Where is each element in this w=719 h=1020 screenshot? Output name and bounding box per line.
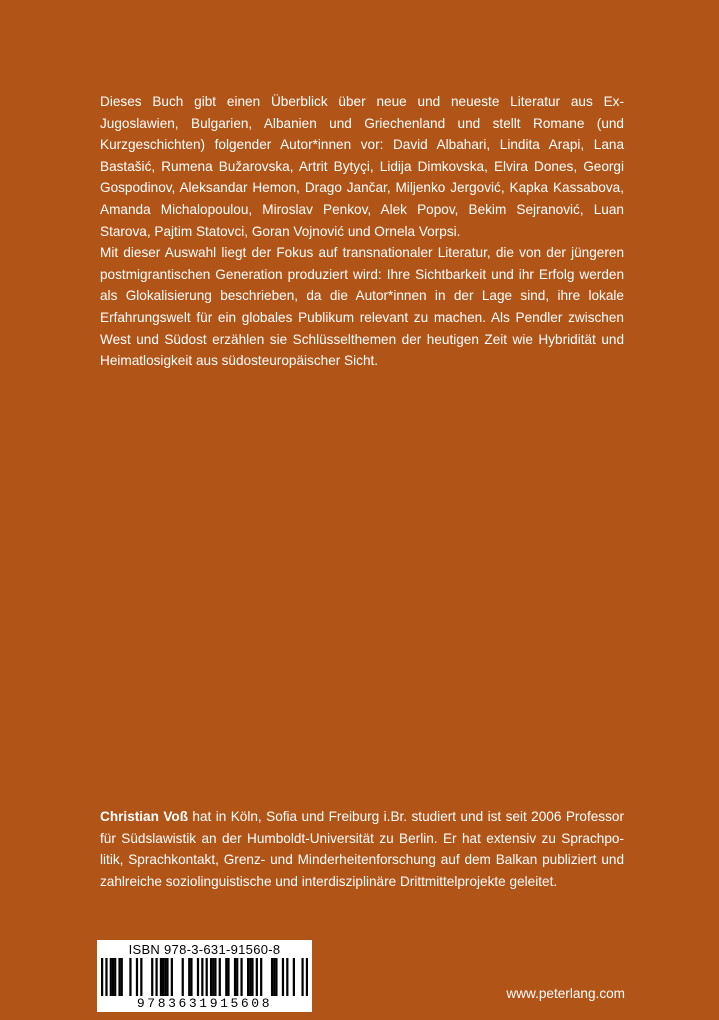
isbn-label: ISBN 978-3-631-91560-8 [128, 942, 281, 957]
blurb-text [100, 91, 624, 372]
barcode-bar [112, 958, 114, 998]
barcode-bar [234, 958, 236, 998]
barcode-bar [105, 958, 107, 998]
barcode-bar [301, 958, 303, 998]
barcode-bar [129, 958, 131, 998]
isbn-barcode [97, 940, 312, 1012]
barcode-bar [160, 958, 162, 998]
barcode-bar [110, 958, 112, 998]
publisher-url[interactable]: www.peterlang.com [506, 986, 625, 1001]
author-name: Christian Voß [100, 809, 188, 824]
barcode-bar [275, 958, 277, 998]
author-bio-paragraph [100, 806, 624, 892]
barcode-bar [162, 958, 164, 998]
barcode-bar [249, 958, 251, 998]
barcode-bar [201, 958, 203, 998]
barcode-bar [121, 958, 123, 998]
barcode-bar [140, 958, 142, 998]
barcode-bar [197, 958, 199, 998]
barcode-bar [286, 958, 288, 998]
blurb-paragraph-1: Dieses Buch gibt einen Überblick über neue und neueste Literatur aus Ex-Jugoslawien, Bulgarien, Albanien und Griechenland und stellt Romane (und Kurzgeschichten) folgender Autor*innen vor: David Albahari, Lindita Arapi, Lana Bastašić, Rumena Bužarovska, Artrit Bytyçi, Lidija Dimkovska, Elvira Dones, Georgi Gospodinov, Aleksandar Hemon, Drago Jančar, Miljenko Jergović, Kapka Kassabova, Amanda Michalopoulou, Miroslav Penkov, Alek Popov, Bekim Sejranović, Luan Starova, Pajtim Statovci, Goran Vojnović und Ornela Vorpsi. [100, 94, 624, 239]
barcode-bar [206, 958, 208, 998]
blurb-paragraph-2: Mit dieser Auswahl liegt der Fokus auf transnationaler Literatur, die von der jüngeren postmigrantischen Generation produziert wird: Ihre Sichtbarkeit und ihr Erfolg werden als Glokalisierung beschrieben, da die Autor*innen in der Lage sind, ihre lokale Erfahrungswelt für ein globales Publikum relevant zu machen. Als Pendler zwischen West und Südost erzählen sie Schlüsselthemen der heutigen Zeit wie Hybridität und Heimatlosigkeit aus südosteuropäischer Sicht. [100, 245, 624, 369]
barcode-bar [273, 958, 275, 998]
author-bio-text: hat in Köln, Sofia und Freiburg i.Br. studiert und ist seit 2006 Professor für Südslawistik an der Humboldt-Universität zu Berlin. Er hat extensiv zu Sprachpolitik, Sprachkontakt, Grenz- und Minderheitenforschung auf dem Balkan publiziert und zahlreiche soziolinguistische und interdisziplinäre Drittmittelprojekte geleitet. [100, 809, 624, 889]
barcode-bar [256, 958, 258, 998]
barcode-bar [188, 958, 190, 998]
barcode-bar [306, 958, 308, 998]
barcode-bar [182, 958, 184, 998]
barcode-bar [260, 958, 262, 998]
barcode-bar [212, 958, 214, 998]
barcode-bar [151, 958, 153, 998]
barcode-bar [118, 958, 120, 998]
barcode-bar [251, 958, 253, 998]
barcode-bar [271, 958, 273, 998]
barcode-bars [101, 958, 308, 998]
barcode-bar [171, 958, 173, 998]
barcode-bar [210, 958, 212, 998]
barcode-bar [166, 958, 168, 998]
barcode-bar [282, 958, 284, 998]
barcode-bar [240, 958, 242, 998]
barcode-bar [293, 958, 295, 998]
barcode-bar [219, 958, 221, 998]
barcode-bar [247, 958, 249, 998]
barcode-bar [155, 958, 157, 998]
barcode-bar [164, 958, 166, 998]
barcode-bar [225, 958, 227, 998]
barcode-bar [236, 958, 238, 998]
author-bio [100, 806, 624, 892]
barcode-bar [114, 958, 116, 998]
barcode-bar [136, 958, 138, 998]
barcode-bar [101, 958, 103, 998]
barcode-bar [227, 958, 229, 998]
barcode-bar [190, 958, 192, 998]
ean-digits: 9783631915608 [97, 996, 312, 1011]
barcode-bar [214, 958, 216, 998]
